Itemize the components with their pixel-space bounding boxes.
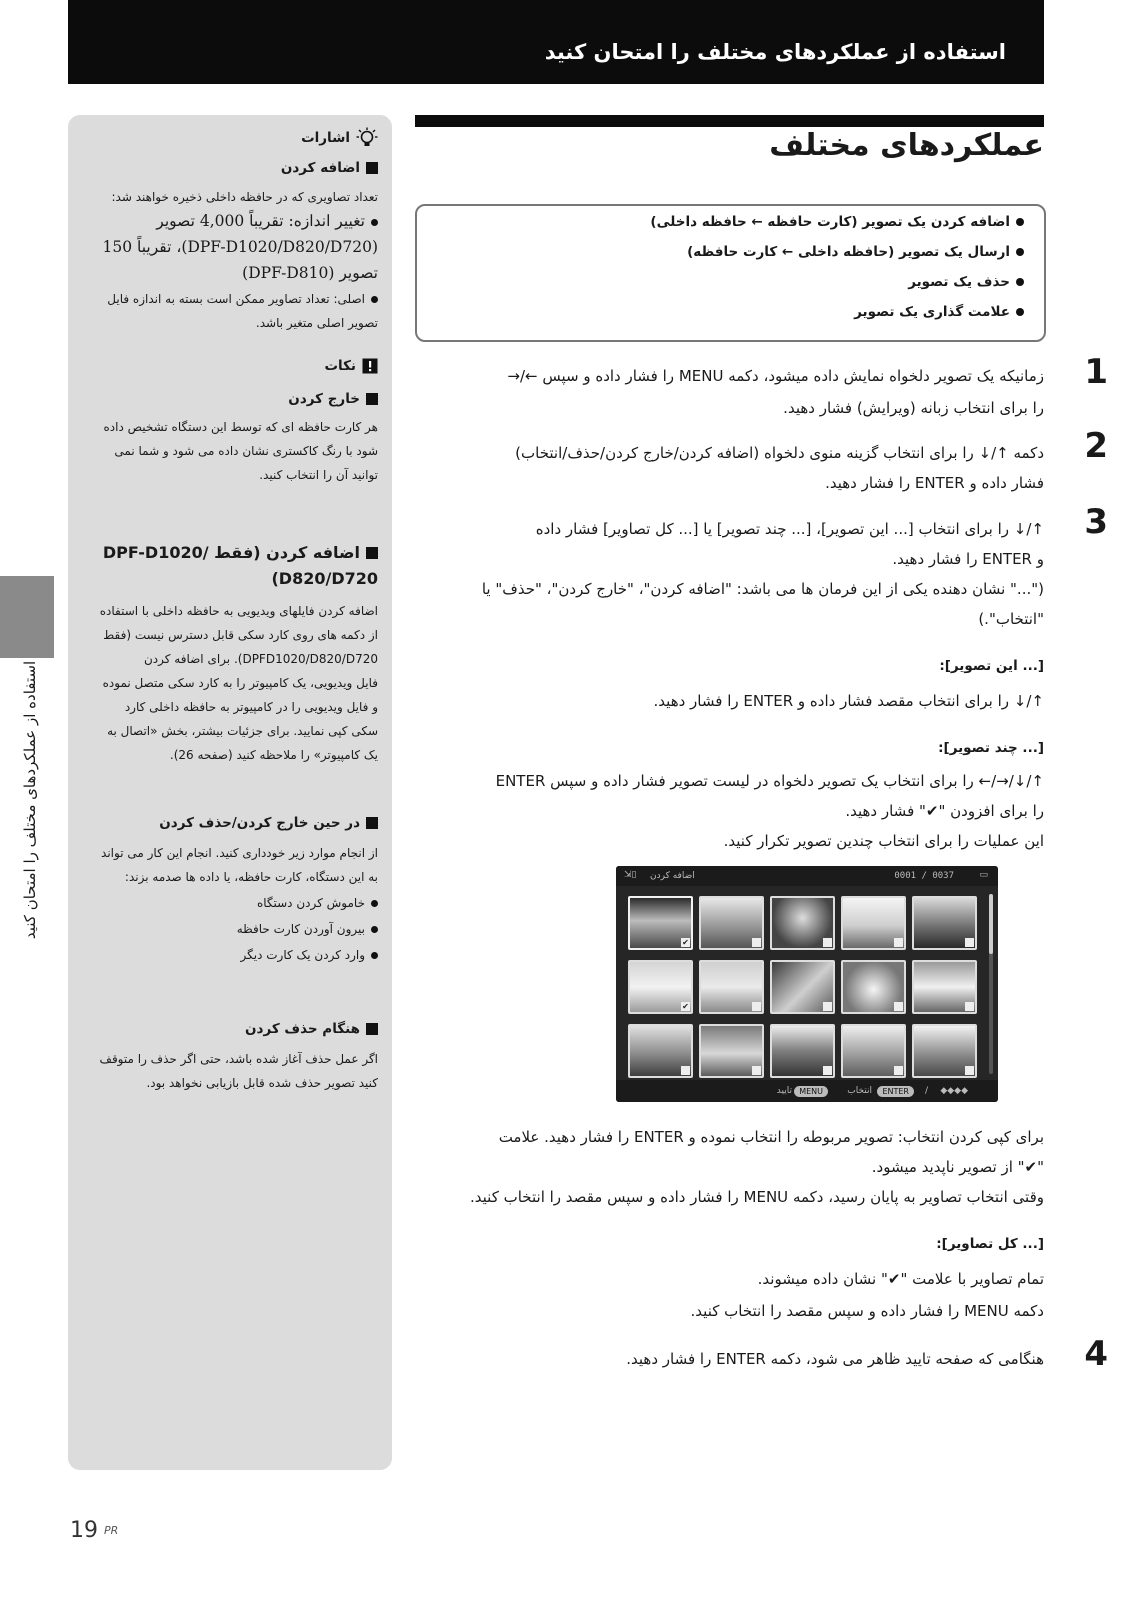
during-bullet-2 <box>82 917 378 941</box>
enter-pill: ENTER <box>877 1086 914 1097</box>
import-icon: ⇲▯ <box>624 870 637 880</box>
toc-item-add <box>650 214 1024 230</box>
menu-pill: MENU <box>794 1086 828 1097</box>
thumbnail <box>770 1024 835 1078</box>
separator: / <box>924 1086 928 1096</box>
caution-icon <box>362 358 378 374</box>
header-bar <box>68 0 1044 84</box>
check-box-icon <box>823 938 832 947</box>
video-line-4: فایل ویدیویی، یک کامپیوتر را به کارد سکی متصل نموده <box>102 676 378 690</box>
during-line-1: از انجام موارد زیر خودداری کنید. انجام این کار می تواند <box>101 846 378 860</box>
screen-bottom-bar <box>616 1080 998 1102</box>
during-bullet-3 <box>82 943 378 967</box>
step-3-line-3: ("..." نشان دهنده یکی از این فرمان ها می باشد: "اضافه کردن"، "خارج کردن"، "حذف" یا <box>481 580 1044 598</box>
screen-scrollbar-thumb <box>989 894 993 954</box>
step-3-number: 3 <box>1084 502 1108 542</box>
video-line-5: و فایل ویدیویی را در کامپیوتر به حافظه داخلی کارد <box>124 700 378 714</box>
toc-item-delete <box>908 274 1024 290</box>
during-bullet-3-text: وارد کردن یک کارت دیگر <box>240 948 365 962</box>
check-box-icon <box>823 1066 832 1075</box>
section-title: عملکردهای مختلف <box>769 128 1044 163</box>
sub-all-line-2: دکمه MENU را فشار داده و سپس مقصد را انتخاب کنید. <box>690 1302 1044 1320</box>
header-title: استفاده از عملکردهای مختلف را امتحان کنید <box>544 40 1006 64</box>
square-bullet-icon <box>366 1023 378 1035</box>
card-icon: ▭ <box>979 870 988 880</box>
add-heading <box>281 160 378 176</box>
delete-line-2: کنید تصویر حذف شده قابل بازیابی نخواهد بود. <box>146 1076 378 1090</box>
thumbnail <box>699 1024 764 1078</box>
step-4-text: هنگامی که صفحه تایید ظاهر می شود، دکمه ENTER را فشار دهید. <box>626 1350 1044 1368</box>
step-1-line-1: زمانیکه یک تصویر دلخواه نمایش داده میشود، دکمه MENU را فشار داده و سپس ←/→ <box>507 367 1044 385</box>
during-line-2: به این دستگاه، کارت حافظه، یا داده ها صدمه بزند: <box>124 870 378 884</box>
sub-multi-image-label: [... چند تصویر]: <box>938 740 1044 756</box>
select-label: انتخاب <box>847 1086 872 1096</box>
video-heading-text: اضافه کردن (فقط /DPF-D1020 <box>102 543 360 562</box>
thumbnail <box>841 1024 906 1078</box>
screen-scrollbar <box>989 894 993 1074</box>
check-box-icon <box>894 938 903 947</box>
remove-line-3: توانید آن را انتخاب کنید. <box>259 468 378 482</box>
add-heading-text: اضافه کردن <box>280 160 360 176</box>
video-line-6: سکی کپی نمایید. برای جزئیات بیشتر، بخش «اتصال به <box>107 724 378 738</box>
step-3-line-1: ↑/↓ را برای انتخاب [... این تصویر]، [... چند تصویر] یا [... کل تصاویر] فشار داده <box>535 520 1044 538</box>
tips-title: اشارات <box>301 130 350 146</box>
remove-line-2: شود با رنگ کاکستری نشان داده می شود و شما نمی <box>114 444 378 458</box>
bullet-dot-icon <box>1016 218 1024 226</box>
screen-image-counter: 0001 / 0037 <box>894 871 954 881</box>
after-screen-line-2: "✔" از تصویر ناپدید میشود. <box>871 1158 1044 1176</box>
language-code: PR <box>104 1524 119 1537</box>
video-line-3: DPFD1020/D820/D720). برای اضافه کردن <box>143 652 378 666</box>
remove-heading <box>288 391 378 407</box>
video-line-7: یک کامپیوتر» را ملاحظه کنید (صفحه 26). <box>169 748 378 762</box>
during-bullet-1 <box>82 891 378 915</box>
tips-heading <box>301 127 378 149</box>
step-2-line-2: فشار داده و ENTER را فشار دهید. <box>825 474 1044 492</box>
add-bullet-1-line-3: تصویر (DPF-D810) <box>242 264 378 282</box>
add-bullet-1 <box>82 209 378 234</box>
bullet-dot-icon <box>1016 278 1024 286</box>
during-heading-text: در حین خارج کردن/حذف کردن <box>159 815 360 831</box>
check-box-icon <box>752 1002 761 1011</box>
caution-title: نکات <box>324 358 356 374</box>
bullet-dot-icon <box>1016 308 1024 316</box>
check-box-icon <box>752 938 761 947</box>
thumbnail <box>628 1024 693 1078</box>
during-heading <box>159 815 378 831</box>
check-icon: ✔ <box>682 1002 689 1011</box>
square-bullet-icon <box>366 817 378 829</box>
bullet-dot-icon <box>371 296 378 303</box>
step-4-number: 4 <box>1084 1334 1108 1374</box>
add-intro: تعداد تصاویری که در حافظه داخلی ذخیره خواهند شد: <box>111 190 378 204</box>
check-box-icon <box>965 1066 974 1075</box>
add-bullet-2 <box>82 287 378 311</box>
thumbnail <box>699 960 764 1014</box>
thumbnail <box>770 896 835 950</box>
thumbnail <box>912 960 977 1014</box>
step-3-line-4: "انتخاب".) <box>978 610 1044 628</box>
check-box-icon <box>823 1002 832 1011</box>
lightbulb-icon <box>356 127 378 149</box>
thumbnail <box>628 896 693 950</box>
confirm-label: تایید <box>776 1086 792 1096</box>
bullet-dot-icon <box>371 219 378 226</box>
check-box-icon <box>894 1066 903 1075</box>
remove-heading-text: خارج کردن <box>288 391 360 407</box>
check-box-icon <box>965 1002 974 1011</box>
thumbnail <box>628 960 693 1014</box>
thumbnail <box>841 896 906 950</box>
after-screen-line-1: برای کپی کردن انتخاب: تصویر مربوطه را انتخاب نموده و ENTER را فشار دهید. علامت <box>498 1128 1044 1146</box>
thumbnail <box>912 1024 977 1078</box>
video-line-1: اضافه کردن فایلهای ویدیویی به حافظه داخلی با استفاده <box>99 604 378 618</box>
thumbnail <box>912 896 977 950</box>
thumbnail-grid <box>626 894 978 1076</box>
caution-heading <box>324 358 378 374</box>
during-bullet-1-text: خاموش کردن دستگاه <box>256 896 365 910</box>
toc-item-add-text: اضافه کردن یک تصویر (کارت حافظه ← حافظه داخلی) <box>650 214 1010 230</box>
page-number: 19 <box>70 1518 98 1543</box>
step-3-line-2: و ENTER را فشار دهید. <box>892 550 1044 568</box>
sub-multi-line-1: ↑/↓/→/← را برای انتخاب یک تصویر دلخواه در لیست تصویر فشار داده و سپس ENTER <box>495 772 1044 790</box>
toc-box <box>415 204 1046 342</box>
video-line-2: از دکمه های روی کارد سکی قابل دسترس نیست (فقط <box>103 628 378 642</box>
step-2-number: 2 <box>1084 426 1108 466</box>
arrow-keys-icon: ◆◆◆◆ <box>940 1086 968 1096</box>
square-bullet-icon <box>366 547 378 559</box>
screen-top-bar <box>616 866 998 886</box>
check-box-icon <box>752 1066 761 1075</box>
bullet-dot-icon <box>371 900 378 907</box>
toc-item-delete-text: حذف یک تصویر <box>908 274 1010 290</box>
bullet-dot-icon <box>1016 248 1024 256</box>
delete-heading-text: هنگام حذف کردن <box>245 1021 360 1037</box>
step-2-line-1: دکمه ↑/↓ را برای انتخاب گزینه منوی دلخواه (اضافه کردن/خارج کردن/حذف/انتخاب) <box>515 444 1044 462</box>
check-box-icon <box>894 1002 903 1011</box>
chapter-tab <box>0 576 54 658</box>
toc-item-mark <box>854 304 1024 320</box>
sub-multi-line-2: را برای افزودن "✔" فشار دهید. <box>845 802 1044 820</box>
delete-heading <box>245 1021 378 1037</box>
sub-this-image-label: [... این تصویر]: <box>939 658 1044 674</box>
step-1-number: 1 <box>1084 352 1108 392</box>
thumbnail <box>770 960 835 1014</box>
bullet-dot-icon <box>371 952 378 959</box>
section-rule <box>415 115 1044 127</box>
delete-line-1: اگر عمل حذف آغاز شده باشد، حتی اگر حذف را متوقف <box>99 1052 378 1066</box>
after-screen-line-3: وقتی انتخاب تصاویر به پایان رسید، دکمه MENU را فشار داده و سپس مقصد را انتخاب کنید. <box>470 1188 1044 1206</box>
toc-item-send <box>687 244 1024 260</box>
add-bullet-2-line-1: اصلی: تعداد تصاویر ممکن است بسته به اندازه فایل <box>107 292 365 306</box>
sub-this-image-text: ↑/↓ را برای انتخاب مقصد فشار داده و ENTER را فشار دهید. <box>653 692 1044 710</box>
check-box-icon <box>965 938 974 947</box>
device-screen-image <box>616 866 998 1102</box>
square-bullet-icon <box>366 162 378 174</box>
check-icon: ✔ <box>682 938 689 947</box>
sub-all-line-1: تمام تصاویر با علامت "✔" نشان داده میشوند. <box>757 1270 1044 1288</box>
add-bullet-1-line-1: تغییر اندازه: تقریباً 4,000 تصویر <box>156 212 365 230</box>
thumbnail <box>841 960 906 1014</box>
check-box-icon <box>681 1066 690 1075</box>
remove-line-1: هر کارت حافظه ای که توسط این دستگاه تشخیص داده <box>103 420 378 434</box>
screen-title: اضافه کردن <box>650 871 695 881</box>
step-1-line-2: را برای انتخاب زبانه (ویرایش) فشار دهید. <box>783 399 1044 417</box>
sub-multi-line-3: این عملیات را برای انتخاب چندین تصویر تکرار کنید. <box>723 832 1044 850</box>
video-heading <box>103 543 378 562</box>
add-bullet-2-line-2: تصویر اصلی متغیر باشد. <box>255 316 378 330</box>
sub-all-images-label: [... کل تصاویر]: <box>936 1236 1044 1252</box>
chapter-vertical-label: استفاده از عملکردهای مختلف را امتحان کنید <box>21 660 39 940</box>
thumbnail <box>699 896 764 950</box>
toc-item-send-text: ارسال یک تصویر (حافظه داخلی ← کارت حافظه) <box>687 244 1010 260</box>
bullet-dot-icon <box>371 926 378 933</box>
toc-item-mark-text: علامت گذاری یک تصویر <box>854 304 1010 320</box>
during-bullet-2-text: بیرون آوردن کارت حافظه <box>236 922 365 936</box>
notes-sidebar <box>68 115 392 1470</box>
video-heading-2: D820/D720) <box>271 569 378 588</box>
add-bullet-1-line-2: (DPF-D1020/D820/D720)، تقریباً 150 <box>102 238 378 256</box>
square-bullet-icon <box>366 393 378 405</box>
